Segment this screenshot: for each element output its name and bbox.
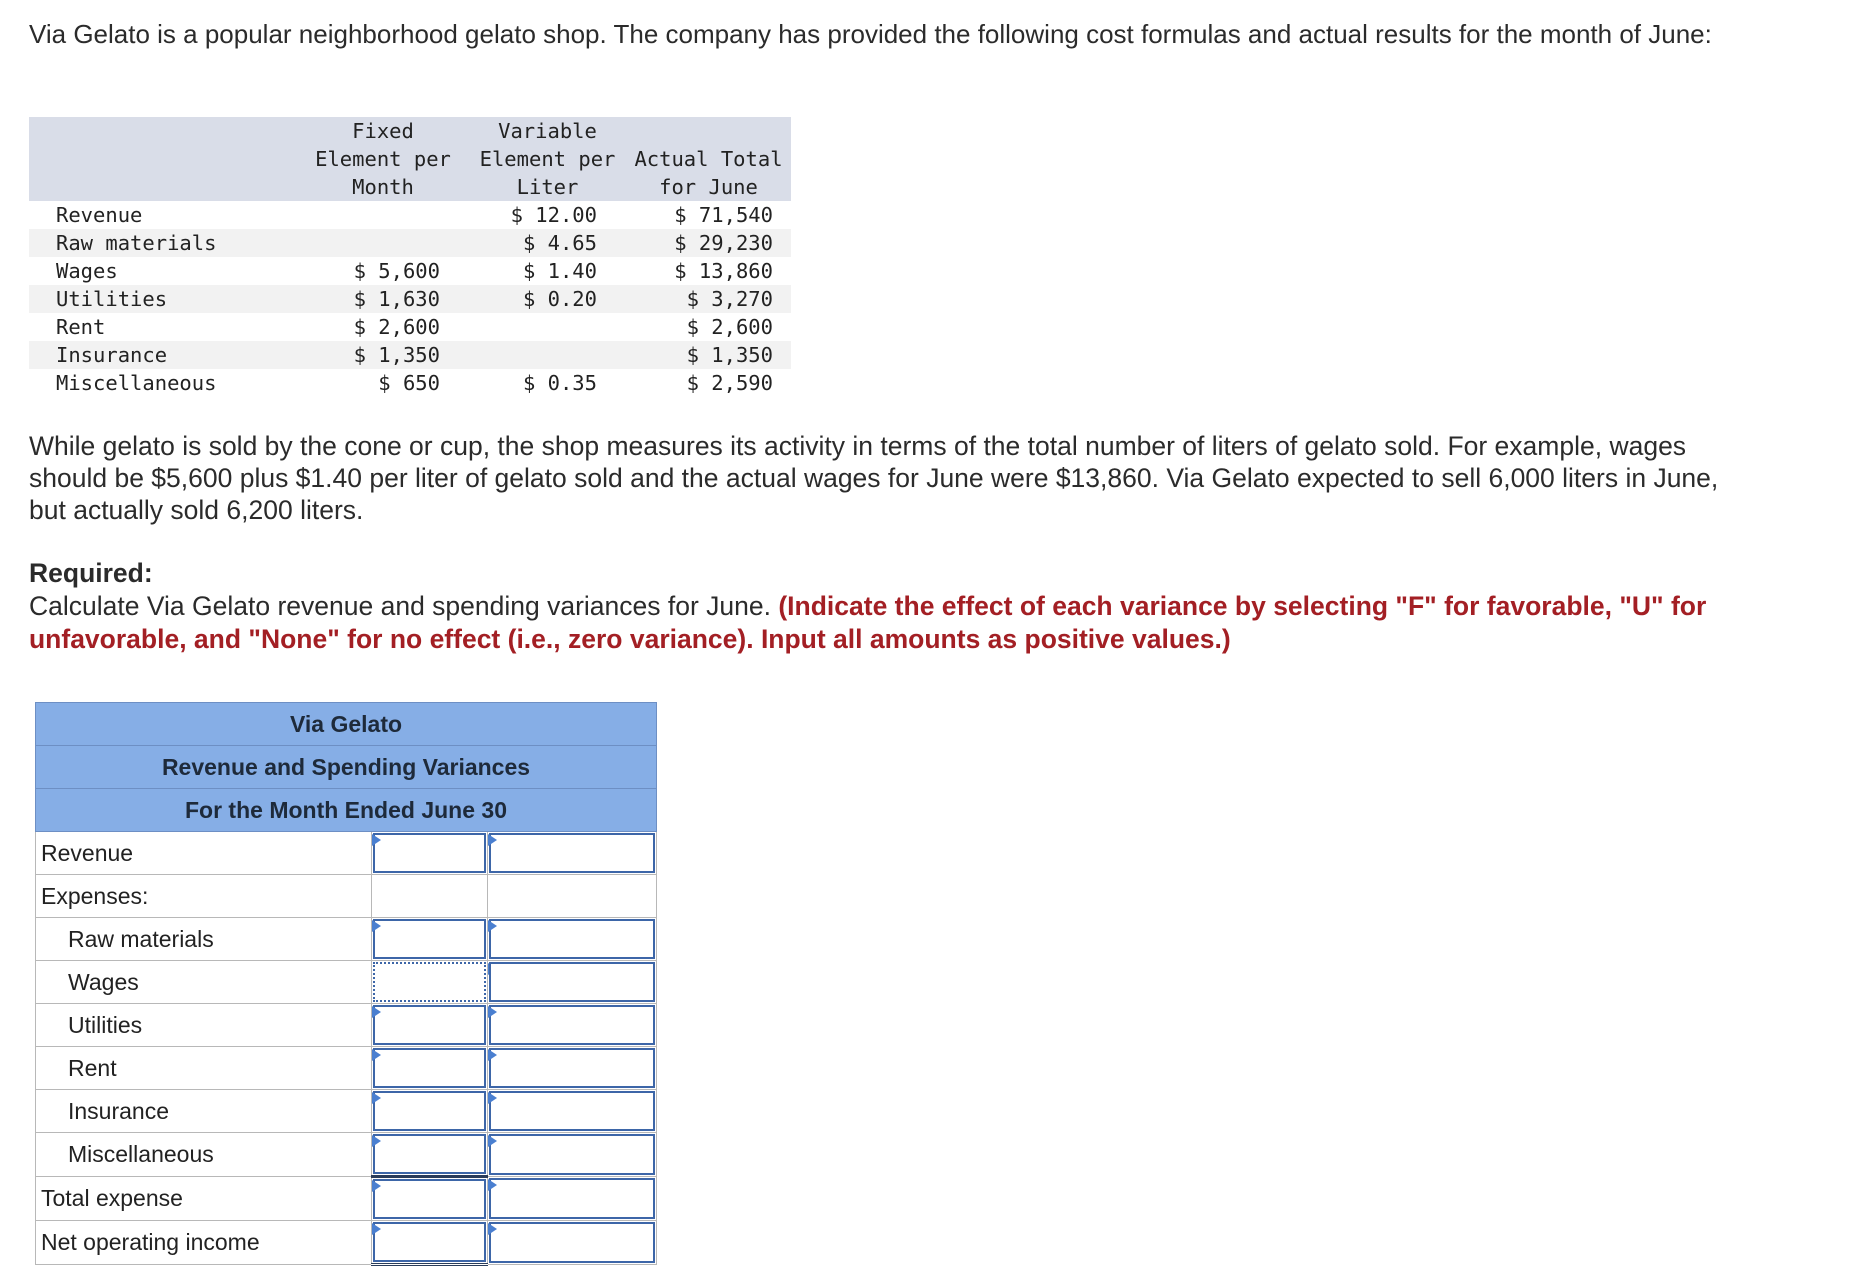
variable-value xyxy=(469,313,626,341)
header-row-1 xyxy=(29,117,791,145)
input-marker-icon xyxy=(372,1135,381,1147)
actual-value: $ 2,600 xyxy=(686,315,773,339)
fixed-value: $ 1,350 xyxy=(297,341,469,369)
table-row xyxy=(36,1177,657,1221)
period-title: For the Month Ended June 30 xyxy=(36,789,657,832)
utilities-label: Utilities xyxy=(36,1004,372,1047)
variable-value: $ 12.00 xyxy=(510,203,597,227)
table-row xyxy=(36,918,657,961)
insurance-label: Insurance xyxy=(36,1090,372,1133)
cost-formula-table xyxy=(29,117,791,397)
select-marker-icon xyxy=(488,1049,497,1061)
table-row xyxy=(36,1004,657,1047)
revenue-amount-input[interactable] xyxy=(373,833,486,873)
input-marker-icon xyxy=(372,920,381,932)
fixed-header-2: Element per xyxy=(297,145,469,173)
input-marker-icon xyxy=(372,834,381,846)
miscellaneous-amount-input[interactable] xyxy=(373,1134,486,1174)
required-instruction: (Indicate the effect of each variance by selecting "F" for favorable, "U" for unfavorable, and "None" for no effect (i.e., zero variance). Input all amounts as positive values.) xyxy=(29,591,1707,654)
net-operating-income-label: Net operating income xyxy=(36,1221,372,1265)
raw-materials-effect-select[interactable] xyxy=(489,919,655,959)
cost-row xyxy=(29,229,791,257)
total-expense-effect-select[interactable] xyxy=(489,1178,655,1219)
raw-materials-amount-input[interactable] xyxy=(373,919,486,959)
variable-value: $ 1.40 xyxy=(522,259,597,283)
input-marker-icon xyxy=(372,1006,381,1018)
variable-header-2: Element per xyxy=(469,145,626,173)
report-title: Revenue and Spending Variances xyxy=(36,746,657,789)
variable-value: $ 0.35 xyxy=(522,371,597,395)
fixed-header-1: Fixed xyxy=(297,117,469,145)
utilities-amount-input[interactable] xyxy=(373,1005,486,1045)
row-label: Raw materials xyxy=(29,229,297,257)
variable-header-1: Variable xyxy=(469,117,626,145)
company-title: Via Gelato xyxy=(36,703,657,746)
row-label: Rent xyxy=(56,315,106,339)
wages-effect-select[interactable] xyxy=(489,962,655,1002)
cost-row xyxy=(29,313,791,341)
select-marker-icon xyxy=(488,1092,497,1104)
select-marker-icon xyxy=(488,1179,497,1191)
fixed-value: $ 2,600 xyxy=(353,315,440,339)
variable-value: $ 0.20 xyxy=(469,285,626,313)
cost-row xyxy=(29,257,791,285)
utilities-effect-select[interactable] xyxy=(489,1005,655,1045)
select-marker-icon xyxy=(488,1135,497,1147)
header-row-3 xyxy=(29,173,791,201)
cost-row xyxy=(29,285,791,313)
required-title: Required: xyxy=(29,558,153,588)
rent-amount-input[interactable] xyxy=(373,1048,486,1088)
required-text xyxy=(29,590,1729,656)
input-marker-icon xyxy=(372,1223,381,1235)
table-row xyxy=(36,1221,657,1265)
actual-value: $ 1,350 xyxy=(626,341,791,369)
intro-text: Via Gelato is a popular neighborhood gelato shop. The company has provided the following cost formulas and actual results for the month of June: xyxy=(29,19,1712,49)
fixed-value xyxy=(297,229,469,257)
net-operating-income-amount-input[interactable] xyxy=(373,1222,486,1262)
cost-row xyxy=(29,201,791,229)
input-marker-icon xyxy=(372,1180,381,1192)
wages-label: Wages xyxy=(36,961,372,1004)
row-label: Miscellaneous xyxy=(56,371,217,395)
table-row xyxy=(36,875,657,918)
title-row xyxy=(36,746,657,789)
table-row xyxy=(36,1090,657,1133)
input-marker-icon xyxy=(372,1092,381,1104)
actual-value: $ 2,590 xyxy=(686,371,773,395)
variance-answer-table xyxy=(35,702,657,1266)
select-marker-icon xyxy=(488,1006,497,1018)
rent-effect-select[interactable] xyxy=(489,1048,655,1088)
cost-row xyxy=(29,369,791,397)
row-label: Insurance xyxy=(29,341,297,369)
input-marker-icon xyxy=(372,1049,381,1061)
net-operating-income-effect-select[interactable] xyxy=(489,1222,655,1263)
miscellaneous-effect-select[interactable] xyxy=(489,1134,655,1175)
revenue-effect-select[interactable] xyxy=(489,833,655,873)
revenue-label: Revenue xyxy=(36,832,372,875)
fixed-header-3: Month xyxy=(297,173,469,201)
title-row xyxy=(36,789,657,832)
insurance-amount-input[interactable] xyxy=(373,1091,486,1131)
variable-value: $ 4.65 xyxy=(469,229,626,257)
explanation-paragraph: While gelato is sold by the cone or cup, the shop measures its activity in terms of the total number of liters of gelato sold. For example, wages should be $5,600 plus $1.40 per liter of gelato sold and the actual wages for June were $13,860. Via Gelato expected to sell 6,000 liters in June, but actually sold 6,200 liters. xyxy=(29,431,1719,525)
cost-row xyxy=(29,341,791,369)
fixed-value: $ 1,630 xyxy=(297,285,469,313)
variable-value xyxy=(469,341,626,369)
actual-value: $ 29,230 xyxy=(626,229,791,257)
row-label: Wages xyxy=(56,259,118,283)
actual-value: $ 71,540 xyxy=(674,203,773,227)
actual-value: $ 3,270 xyxy=(626,285,791,313)
select-marker-icon xyxy=(488,1223,497,1235)
table-row xyxy=(36,1133,657,1177)
rent-label: Rent xyxy=(36,1047,372,1090)
row-label: Utilities xyxy=(29,285,297,313)
table-row xyxy=(36,832,657,875)
insurance-effect-select[interactable] xyxy=(489,1091,655,1131)
row-label: Revenue xyxy=(56,203,143,227)
table-row xyxy=(36,961,657,1004)
select-marker-icon xyxy=(488,920,497,932)
total-expense-amount-input[interactable] xyxy=(373,1179,486,1219)
total-expense-label: Total expense xyxy=(36,1177,372,1221)
fixed-value xyxy=(297,201,469,229)
select-marker-icon xyxy=(488,834,497,846)
expenses-label: Expenses: xyxy=(36,875,372,918)
actual-header-3: for June xyxy=(626,173,791,201)
title-row xyxy=(36,703,657,746)
wages-amount-input[interactable] xyxy=(373,962,486,1002)
miscellaneous-label: Miscellaneous xyxy=(36,1133,372,1177)
raw-materials-label: Raw materials xyxy=(36,918,372,961)
required-question: Calculate Via Gelato revenue and spending variances for June. xyxy=(29,591,779,621)
actual-value: $ 13,860 xyxy=(674,259,773,283)
table-row xyxy=(36,1047,657,1090)
fixed-value: $ 650 xyxy=(378,371,440,395)
actual-header-2: Actual Total xyxy=(626,145,791,173)
variable-header-3: Liter xyxy=(469,173,626,201)
header-row-2 xyxy=(29,145,791,173)
fixed-value: $ 5,600 xyxy=(353,259,440,283)
